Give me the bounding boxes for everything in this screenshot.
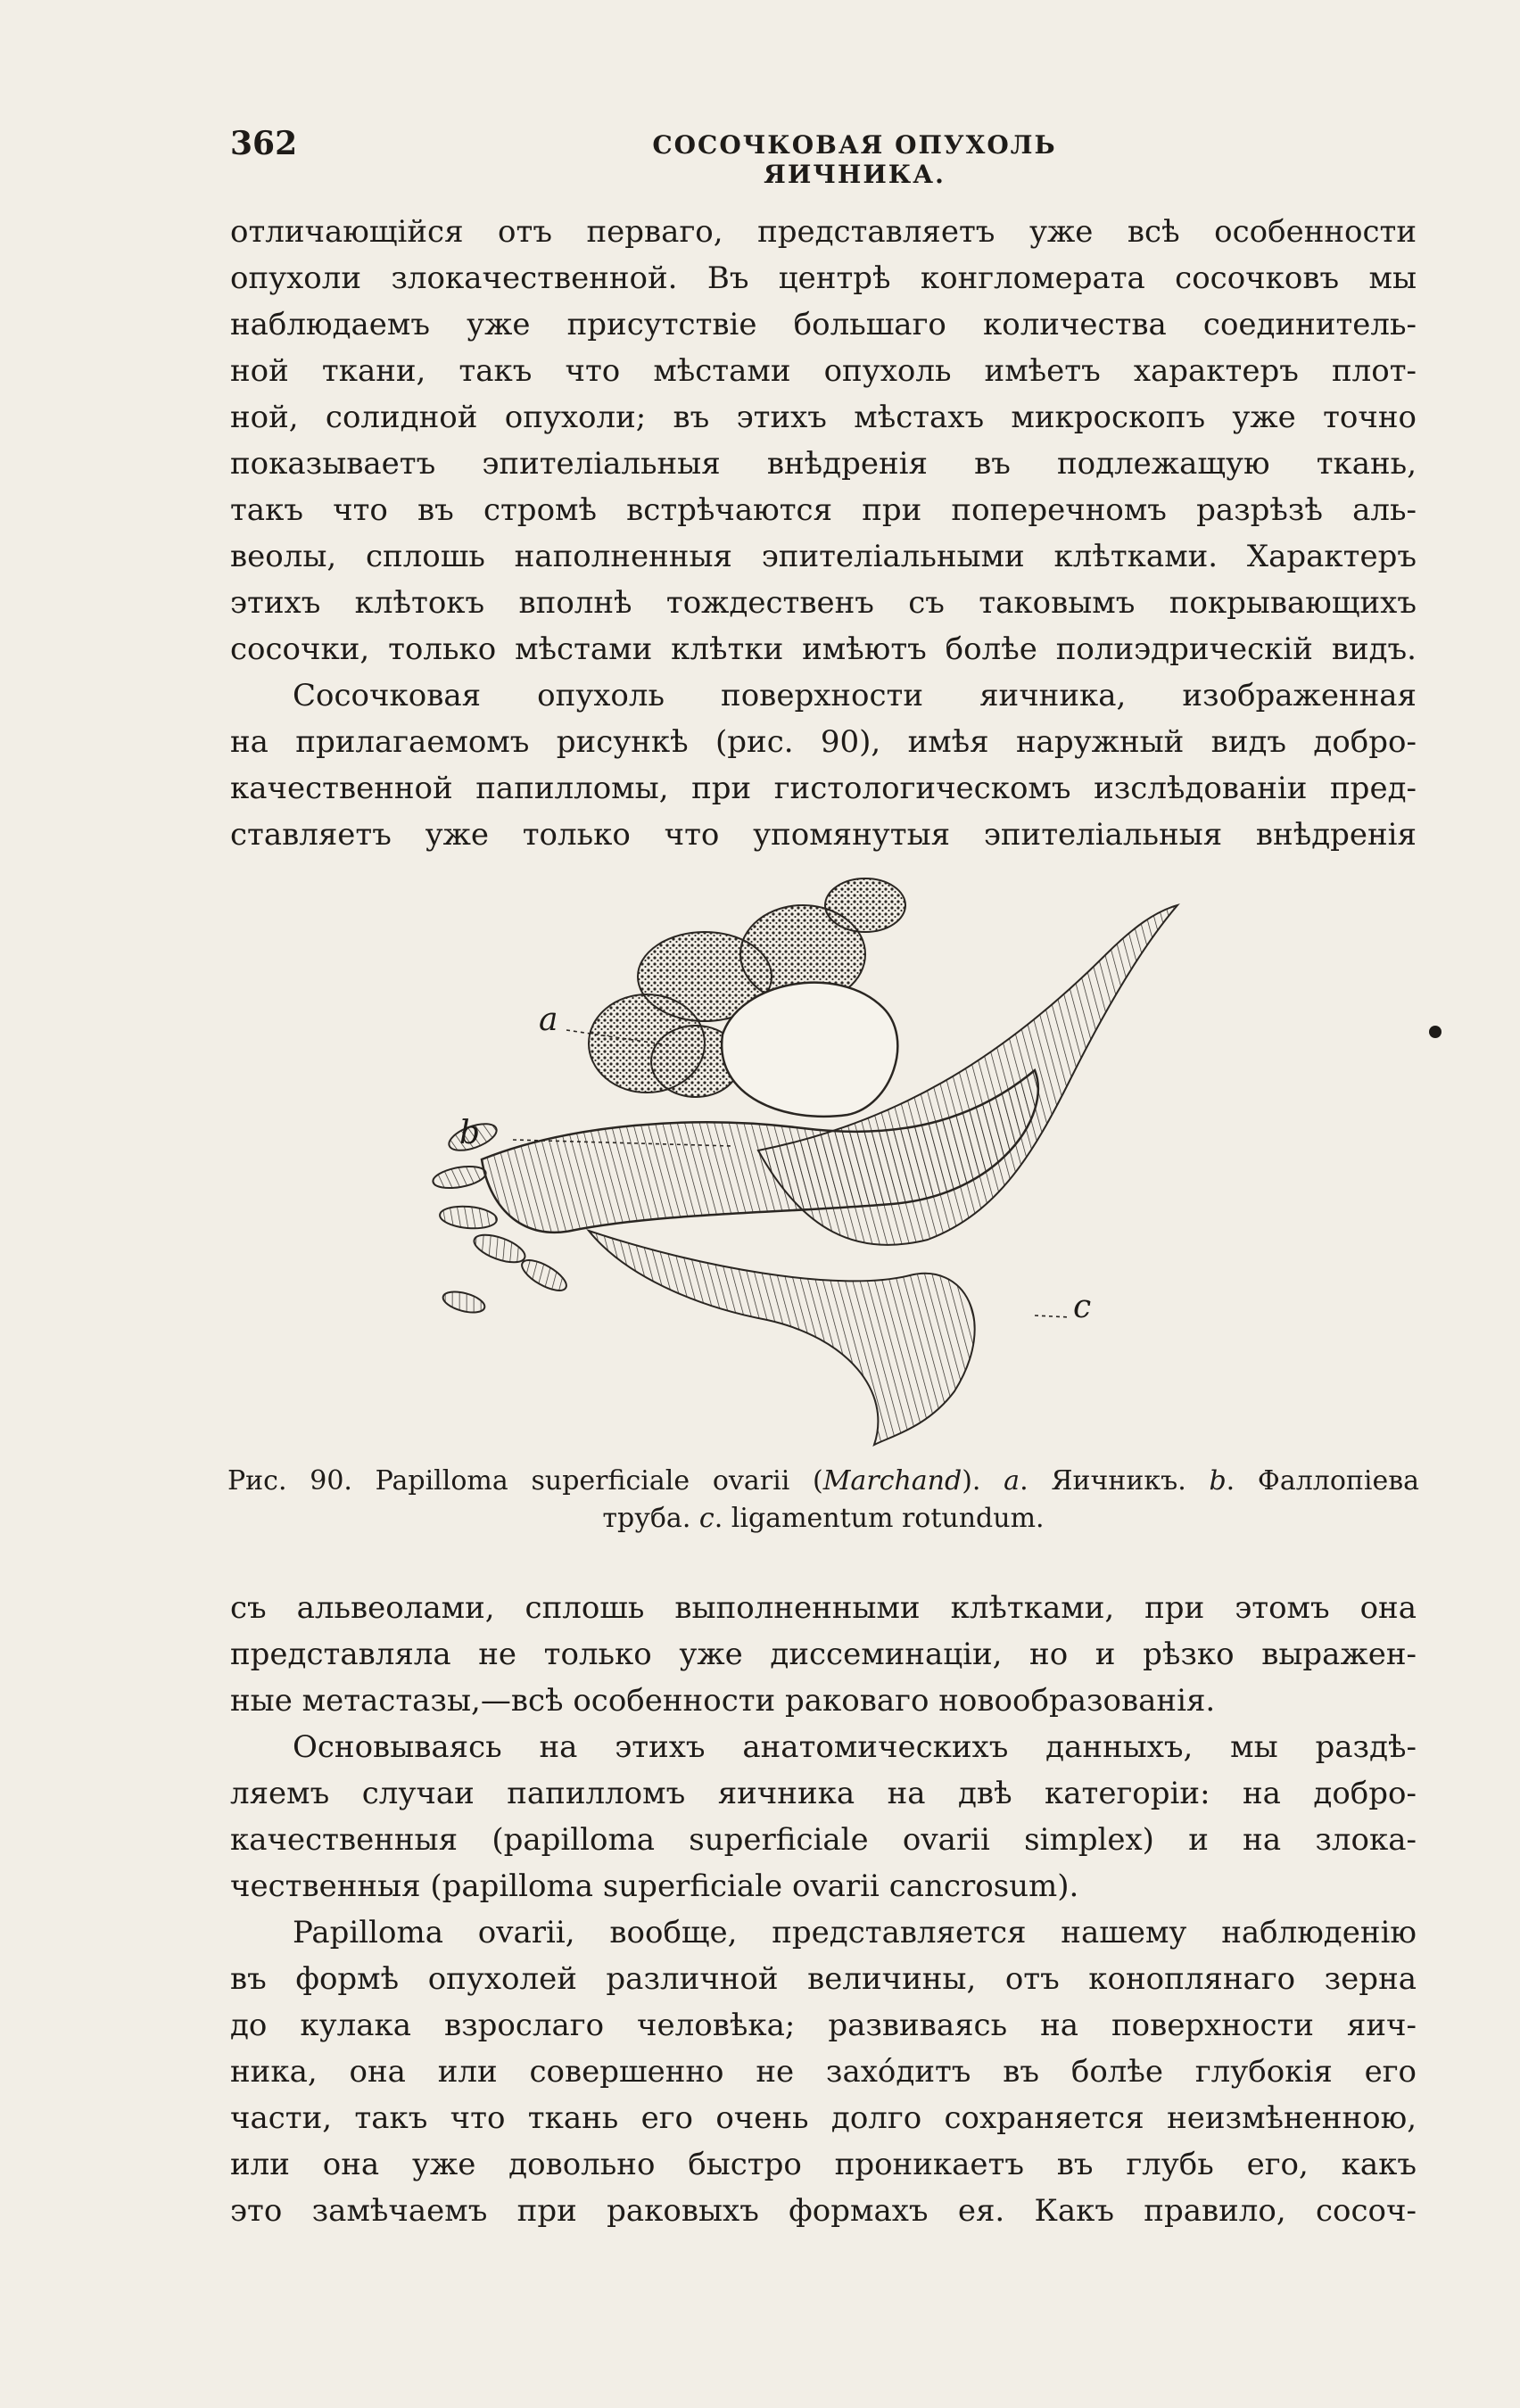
page-number: 362 bbox=[230, 125, 298, 162]
running-title: СОСОЧКОВАЯ ОПУХОЛЬ ЯИЧНИКА. bbox=[652, 130, 1057, 189]
figure-illustration bbox=[428, 856, 1249, 1472]
text-line: показываетъ эпителіальныя внѣдренія въ подлежащую ткань, bbox=[230, 446, 1417, 482]
caption-text: Рис. 90. Papilloma superficiale ovarii ( bbox=[227, 1465, 823, 1497]
text-line: на прилагаемомъ рисункѣ (рис. 90), имѣя наружный видъ добро- bbox=[230, 724, 1417, 760]
text-line: части, такъ что ткань его очень долго сохраняется неизмѣненною, bbox=[230, 2100, 1417, 2136]
caption-text: . Фаллопіева bbox=[1226, 1465, 1420, 1497]
paragraph-block-top bbox=[230, 209, 1417, 858]
text-line: Сосочковая опухоль поверхности яичника, изображенная bbox=[293, 678, 1417, 713]
caption-text: . Яичникъ. bbox=[1020, 1465, 1210, 1497]
caption-key-a: a bbox=[1004, 1465, 1020, 1497]
text-line: ной, солидной опухоли; въ этихъ мѣстахъ микроскопъ уже точно bbox=[230, 400, 1417, 435]
text-line: ника, она или совершенно не захóдитъ въ болѣе глубокія его bbox=[230, 2054, 1417, 2090]
text-line: опухоли злокачественной. Въ центрѣ конгломерата сосочковъ мы bbox=[230, 260, 1417, 296]
text-line: ставляетъ уже только что упомянутыя эпителіальныя внѣдренія bbox=[230, 817, 1417, 853]
text-line: наблюдаемъ уже присутствіе большаго количества соединитель- bbox=[230, 307, 1417, 342]
text-line: этихъ клѣтокъ вполнѣ тождественъ съ таковымъ покрывающихъ bbox=[230, 585, 1417, 621]
text-line: ные метастазы,—всѣ особенности раковаго новообразованія. bbox=[230, 1683, 1216, 1719]
caption-key-c: c bbox=[698, 1503, 715, 1534]
text-line: качественныя (papilloma superficiale ovarii simplex) и на злока- bbox=[230, 1822, 1417, 1858]
caption-author: Marchand bbox=[822, 1465, 962, 1497]
text-line: съ альвеолами, сплошь выполненными клѣтками, при этомъ она bbox=[230, 1590, 1417, 1626]
text-line: Papilloma ovarii, вообще, представляется нашему наблюденію bbox=[293, 1915, 1417, 1950]
caption-text: ). bbox=[962, 1465, 1004, 1497]
text-line: веолы, сплошь наполненныя эпителіальными клѣтками. Характеръ bbox=[230, 539, 1417, 574]
text-line: или она уже довольно быстро проникаетъ въ глубь его, какъ bbox=[230, 2147, 1417, 2182]
ovary-body bbox=[722, 983, 897, 1117]
figure-label-a: a bbox=[539, 1002, 558, 1038]
running-header bbox=[230, 125, 1417, 189]
caption-line-2 bbox=[227, 1500, 1419, 1538]
text-line: чественныя (papilloma superficiale ovarii cancrosum). bbox=[230, 1868, 1079, 1904]
text-line: ной ткани, такъ что мѣстами опухоль имѣетъ характеръ плот- bbox=[230, 353, 1417, 389]
text-line: это замѣчаемъ при раковыхъ формахъ ея. Какъ правило, сосоч- bbox=[230, 2193, 1417, 2229]
figure-90 bbox=[428, 856, 1249, 1472]
figure-label-c: c bbox=[1073, 1289, 1092, 1325]
text-line: качественной папилломы, при гистологическомъ изслѣдованіи пред- bbox=[230, 771, 1417, 806]
caption-line-1 bbox=[227, 1463, 1419, 1500]
paragraph-block-bottom bbox=[230, 1585, 1417, 2234]
text-line: представляла не только уже диссеминаціи, но и рѣзко выражен- bbox=[230, 1637, 1417, 1672]
figure-label-b: b bbox=[459, 1115, 481, 1151]
text-line: такъ что въ стромѣ встрѣчаются при поперечномъ разрѣзѣ аль- bbox=[230, 492, 1417, 528]
text-line: ляемъ случаи папилломъ яичника на двѣ категоріи: на добро- bbox=[230, 1776, 1417, 1811]
figure-caption bbox=[227, 1463, 1419, 1538]
text-line: сосочки, только мѣстами клѣтки имѣютъ болѣе полиэдрическій видъ. bbox=[230, 631, 1417, 667]
page-mark bbox=[1429, 1026, 1442, 1038]
text-line: отличающійся отъ перваго, представляетъ уже всѣ особенности bbox=[230, 214, 1417, 250]
text-line: въ формѣ опухолей различной величины, отъ коноплянаго зерна bbox=[230, 1961, 1417, 1997]
text-line: Основываясь на этихъ анатомическихъ данныхъ, мы раздѣ- bbox=[293, 1729, 1417, 1765]
caption-key-b: b bbox=[1209, 1465, 1227, 1497]
caption-text: . ligamentum rotundum. bbox=[714, 1503, 1045, 1534]
text-line: до кулака взрослаго человѣка; развиваясь на поверхности яич- bbox=[230, 2008, 1417, 2043]
caption-text: труба. bbox=[602, 1503, 699, 1534]
round-ligament bbox=[589, 1231, 975, 1445]
